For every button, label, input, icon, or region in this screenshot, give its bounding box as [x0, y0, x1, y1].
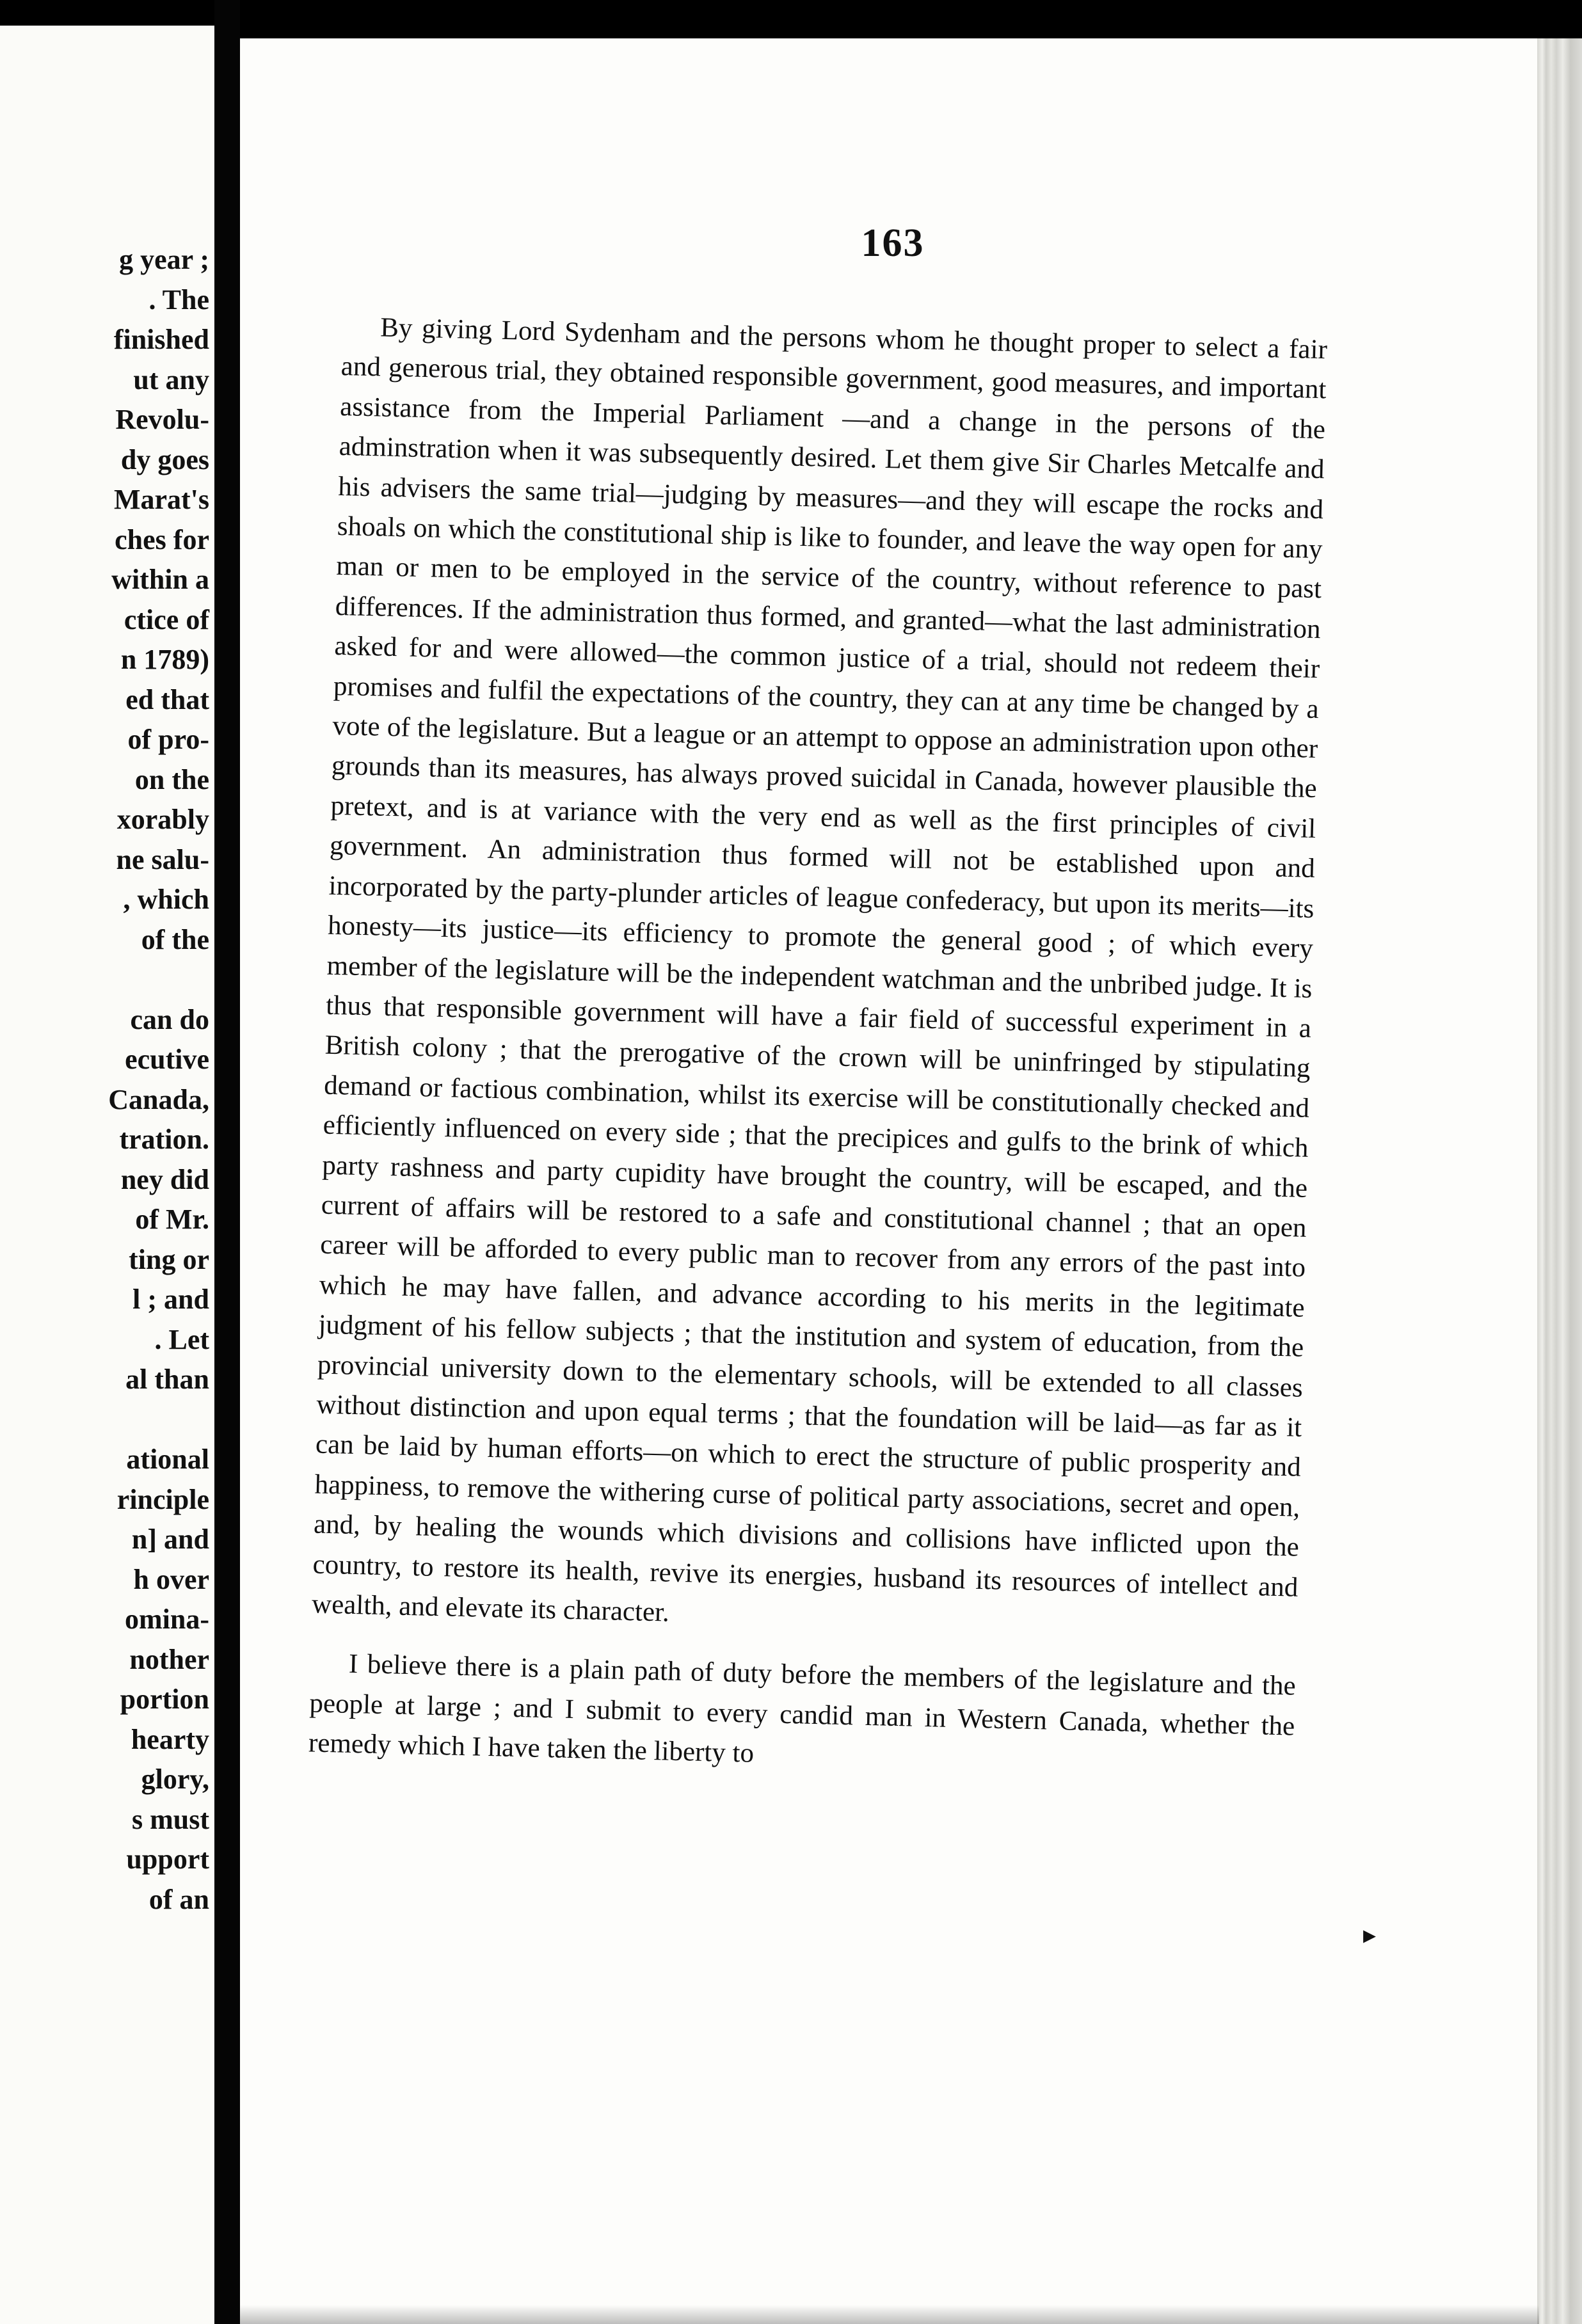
page-bottom-shadow: [240, 2305, 1539, 2324]
left-line: ne salu-: [116, 843, 209, 875]
left-line: h over: [133, 1563, 209, 1595]
left-line: dy goes: [120, 443, 209, 475]
left-line: finished: [113, 324, 209, 355]
left-line: within a: [111, 564, 209, 595]
book-gutter: [214, 0, 240, 2324]
body-text: [308, 307, 1327, 1787]
right-page: [240, 38, 1539, 2324]
left-line: ctice of: [124, 603, 209, 635]
left-line: tration.: [119, 1124, 209, 1155]
left-line: of Mr.: [135, 1204, 209, 1235]
left-page-text: [0, 240, 209, 1920]
left-line: . Let: [154, 1323, 209, 1355]
left-line: of an: [148, 1883, 209, 1915]
left-line: hearty: [131, 1723, 209, 1755]
left-line: g year ;: [119, 244, 209, 275]
left-line: ting or: [129, 1243, 209, 1275]
left-line: Canada,: [108, 1083, 209, 1115]
left-line: omina-: [125, 1604, 209, 1635]
left-line: . The: [148, 283, 209, 315]
left-line: ches for: [115, 523, 209, 555]
left-line: xorably: [116, 804, 209, 835]
left-line: of the: [141, 923, 209, 955]
left-line: upport: [126, 1843, 209, 1875]
left-line: ecutive: [125, 1044, 209, 1075]
left-line-gap: [0, 1400, 209, 1440]
left-page: [0, 26, 214, 2324]
left-line: al than: [125, 1364, 209, 1395]
left-line: n] and: [131, 1524, 209, 1555]
left-line: Marat's: [113, 484, 209, 515]
left-line: Revolu-: [115, 404, 209, 435]
paragraph: By giving Lord Sydenham and the persons whom he thought proper to select a fair and generous trial, they obtained responsible government, good measures, and important assistance from the Imperial Parliament —and a change in the persons of the adminstration when it was subsequently desired. Let them give Sir Charles Metcalfe and his advisers the same trial—judging by measures—and they will escape the rocks and shoals on which the constitutional ship is like to founder, and leave the way open for any man or men to be employed in the service of the country, without reference to past differences. If the administration thus formed, and granted—what the last administration asked for and were allowed—the common justice of a trial, should not redeem their promises and fulfil the expectations of the country, they can at any time be changed by a vote of the legislature. But a league or an attempt to oppose an administration upon other grounds than its measures, has always proved suicidal in Canada, however plausible the pretext, and is at variance with the very end as well as the first principles of civil government. An administration thus formed will not be established upon and incorporated by the party-plunder articles of league confederacy, but upon its merits—its honesty—its justice—its efficiency to promote the general good ; of which every member of the legislature will be the independent watchman and the unbribed judge. It is thus that responsible government will have a fair field of successful experiment in a British colony ; that the prerogative of the crown will be uninfringed by stipulating demand or factious combination, whilst its exercise will be constitutionally checked and efficiently influenced on every side ; that the precipices and gulfs to the brink of which party rashness and party cupidity have brought the country, will be escaped, and the current of affairs will be restored to a safe and constitutional channel ; that an open career will be afforded to every public man to recover from any errors of the past into which he may have fallen, and advance according to his merits in the legitimate judgment of his fellow subjects ; that the institution and system of education, from the provincial university down to the elementary schools, will be extended to all classes without distinction and upon equal terms ; that the foundation will be laid—as far as it can be laid by human efforts—on which to erect the structure of public prosperity and happiness, to remove the withering curse of political party associations, secret and open, and, by healing the wounds which divisions and collisions have inflicted upon the country, to restore its health, revive its energies, husband its resources of intellect and wealth, and elevate its character.: [311, 312, 1328, 1628]
paragraph: I believe there is a plain path of duty before the members of the legislature and the people at large ; and I submit to every candid man in Western Canada, whether the remedy which I have taken the liberty to: [308, 1649, 1297, 1769]
page-number: 163: [861, 221, 925, 265]
left-line: l ; and: [132, 1284, 209, 1315]
left-line: rinciple: [116, 1483, 209, 1515]
left-line: nother: [129, 1643, 209, 1675]
left-line: s must: [131, 1803, 209, 1835]
left-line: ational: [126, 1444, 209, 1475]
left-line: n 1789): [120, 644, 209, 675]
left-line: ut any: [133, 363, 209, 395]
left-line: glory,: [141, 1763, 209, 1795]
left-line-gap: [0, 960, 209, 1000]
margin-mark: ▸: [1363, 1920, 1377, 1949]
left-line: on the: [134, 763, 209, 795]
left-line: portion: [120, 1683, 209, 1715]
left-line: can do: [130, 1003, 209, 1035]
left-line: , which: [123, 884, 209, 915]
left-line: ney did: [120, 1163, 209, 1195]
page-stack-edge: [1537, 38, 1582, 2324]
left-line: ed that: [125, 683, 209, 715]
left-line: of pro-: [127, 724, 209, 755]
